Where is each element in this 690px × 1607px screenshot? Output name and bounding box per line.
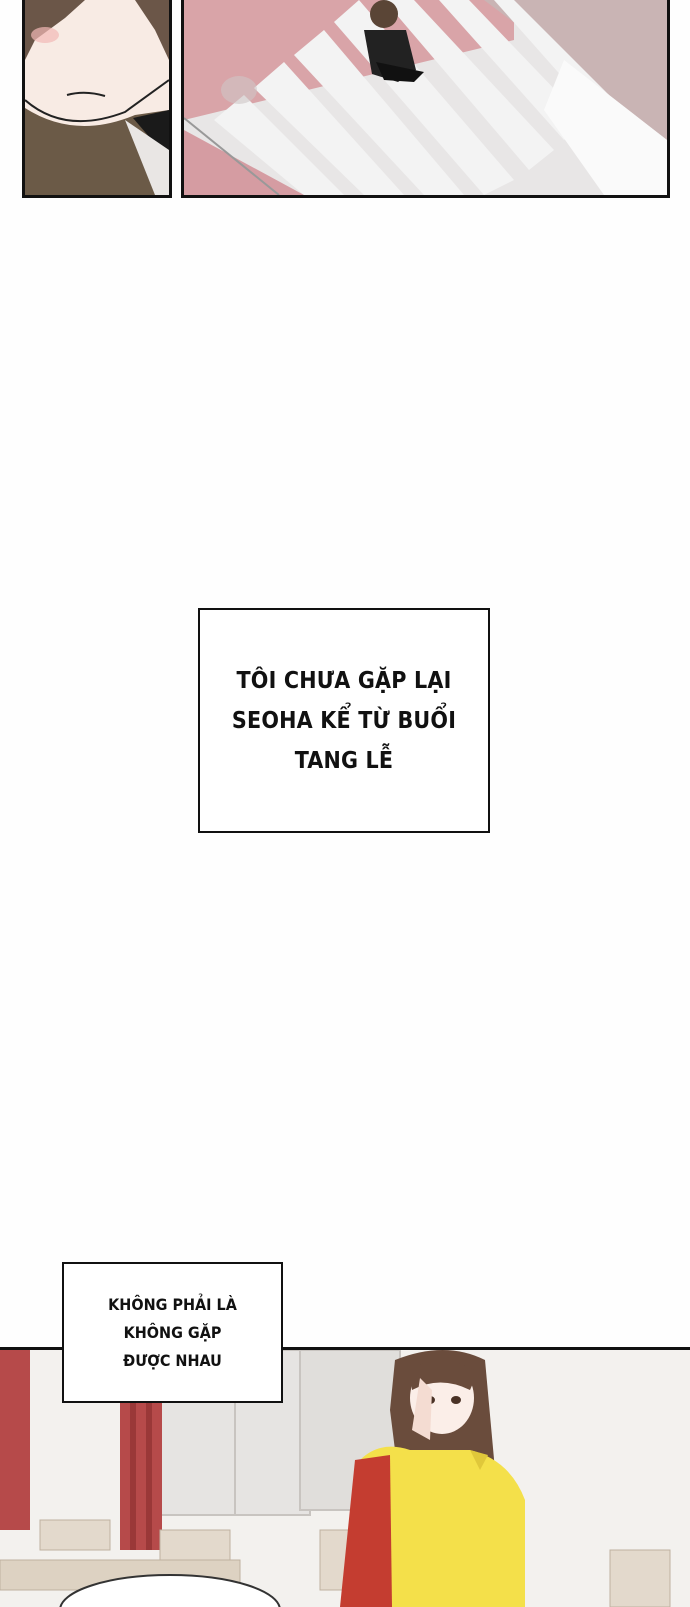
narration-text-2 xyxy=(108,1291,237,1375)
narration-box-1 xyxy=(198,608,490,833)
caption-line: KHÔNG PHẢI LÀ xyxy=(108,1294,237,1314)
caption-line: ĐƯỢC NHAU xyxy=(123,1350,222,1370)
narration-box-2 xyxy=(62,1262,283,1403)
caption-line: TÔI CHƯA GẶP LẠI xyxy=(236,667,452,694)
panel-stairs xyxy=(181,0,670,198)
panel-face-closeup xyxy=(22,0,172,198)
face-closeup-art xyxy=(25,0,169,195)
caption-line: KHÔNG GẶP xyxy=(123,1322,222,1342)
caption-line: TANG LỄ xyxy=(294,747,394,774)
stairs-art xyxy=(184,0,667,195)
caption-line: SEOHA KỂ TỪ BUỔI xyxy=(231,707,457,734)
narration-text-1 xyxy=(232,661,456,781)
